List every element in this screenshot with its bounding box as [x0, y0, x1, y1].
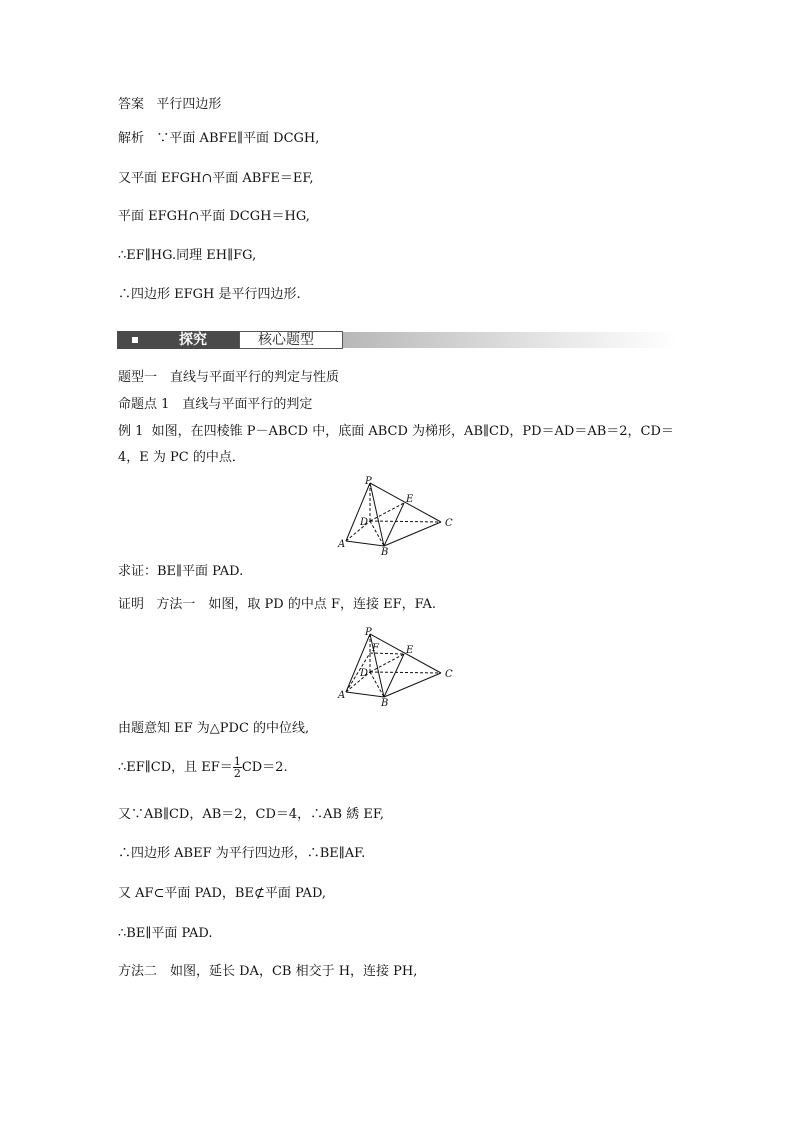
label-B: B	[381, 547, 389, 556]
proof-line-3: ∴四边形 ABEF 为平行四边形，∴BE∥AF.	[118, 846, 366, 861]
fraction-one-half: $\frac{1}{2}$	[233, 755, 241, 780]
analysis-label: 解析	[118, 131, 145, 146]
label-E: E	[406, 645, 414, 656]
pyramid-figure-2	[330, 627, 470, 707]
proof-label: 证明	[118, 597, 145, 612]
proof-method1-head: 证明 方法一 如图，取 PD 的中点 F，连接 EF，FA.	[118, 597, 437, 612]
answer-line	[118, 96, 221, 114]
square-bullet-icon	[132, 337, 138, 343]
label-P: P	[365, 627, 372, 638]
label-E: E	[406, 494, 414, 505]
analysis-line-3: 平面 EFGH∩平面 DCGH＝HG,	[118, 209, 310, 224]
proof-line-5: ∴BE∥平面 PAD.	[118, 926, 213, 941]
example-line-1: 例 1 如图，在四棱锥 P－ABCD 中，底面 ABCD 为梯形，AB∥CD，PD＝AD＝AB＝2，CD＝	[118, 424, 674, 439]
prove-statement: 求证：BE∥平面 PAD.	[118, 564, 244, 579]
label-C: C	[445, 669, 453, 680]
proof-method2-head: 方法二 如图，延长 DA，CB 相交于 H，连接 PH,	[118, 964, 418, 979]
answer-text: 平行四边形	[156, 97, 222, 112]
label-P: P	[365, 476, 372, 487]
label-D: D	[360, 517, 369, 528]
label-B: B	[381, 698, 389, 707]
label-A: A	[338, 539, 346, 550]
proof-line-1: 由题意知 EF 为△PDC 的中位线,	[118, 721, 310, 736]
pyramid-figure-1	[330, 476, 470, 556]
example-label: 例 1	[118, 424, 144, 439]
banner-right-label: 核心题型	[258, 332, 314, 348]
label-D: D	[360, 668, 369, 679]
section-banner	[117, 329, 677, 351]
analysis-line-4: ∴EF∥HG.同理 EH∥FG,	[118, 248, 257, 263]
banner-left-label: 探究	[179, 332, 207, 348]
subtopic-heading: 命题点 1 直线与平面平行的判定	[118, 397, 313, 412]
topic-heading: 题型一 直线与平面平行的判定与性质	[118, 370, 340, 385]
analysis-line-2: 又平面 EFGH∩平面 ABFE＝EF,	[118, 171, 314, 186]
analysis-line-5: ∴四边形 EFGH 是平行四边形.	[118, 287, 301, 302]
proof-line-2: 又∵AB∥CD，AB＝2，CD＝4，∴AB 綉 EF,	[118, 807, 384, 822]
label-F: F	[372, 643, 379, 654]
proof-fraction-line: ∴EF∥CD，且 EF＝ $\frac{1}{2}$ CD＝2.	[118, 755, 288, 780]
label-A: A	[338, 690, 346, 701]
proof-line-4: 又 AF⊂平面 PAD，BE⊄平面 PAD,	[118, 886, 327, 901]
label-C: C	[445, 518, 453, 529]
example-line-2: 4，E 为 PC 的中点．	[118, 450, 245, 465]
answer-label: 答案	[118, 97, 145, 112]
analysis-line-1: 解析 ∵平面 ABFE∥平面 DCGH,	[118, 131, 320, 146]
